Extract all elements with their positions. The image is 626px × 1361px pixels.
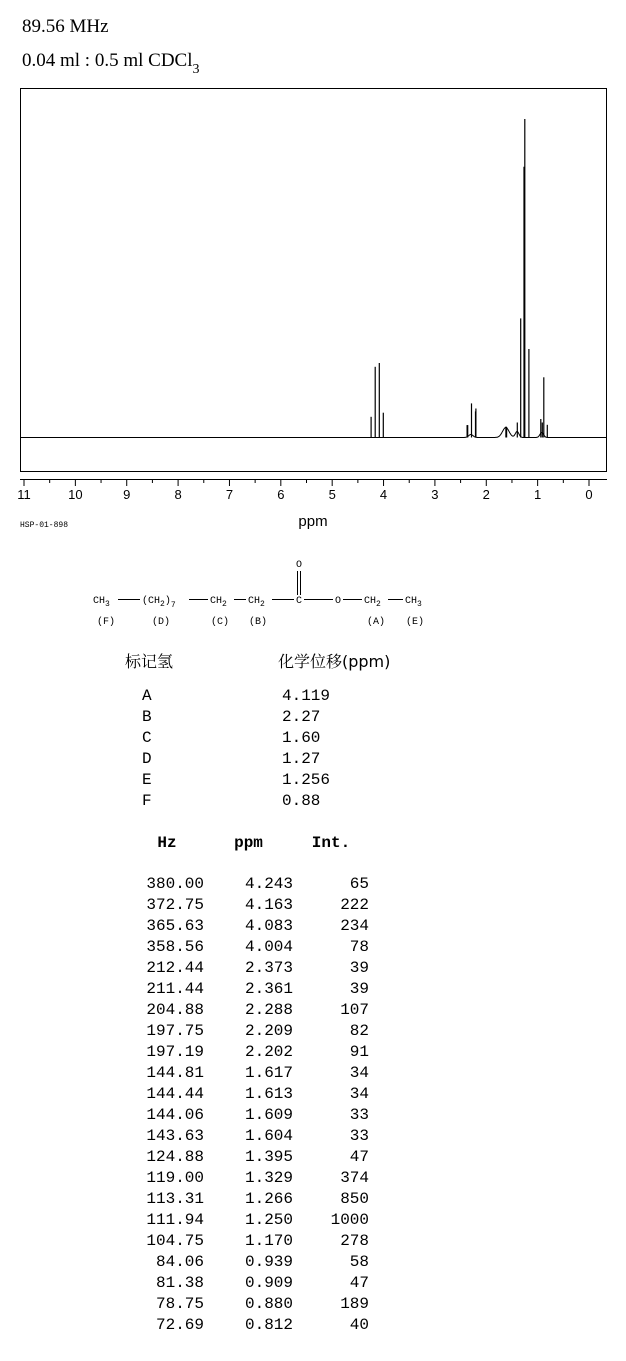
x-tick-label: 11 (17, 487, 31, 502)
label-a: (A) (367, 617, 386, 628)
header-ppm: ppm (234, 834, 263, 852)
peak-row (130, 937, 369, 958)
peak-row (130, 1021, 369, 1042)
solvent-text: 0.04 ml : 0.5 ml CDCl (22, 50, 193, 71)
peak-hz: 380.00 (146, 875, 204, 893)
peak-int: 78 (349, 938, 369, 956)
peak-int: 107 (340, 1001, 369, 1019)
peak-ppm: 1.613 (244, 1085, 293, 1103)
assignment-table (142, 686, 330, 812)
peak-hz: 124.88 (146, 1148, 204, 1166)
peak-hz: 211.44 (146, 980, 204, 998)
peak-hz: 143.63 (146, 1127, 204, 1145)
peak-hz: 144.06 (146, 1106, 204, 1124)
peak-ppm: 4.243 (244, 875, 293, 893)
ch2-c-sub: 2 (222, 600, 227, 609)
peak-hz: 81.38 (155, 1274, 204, 1292)
peak-int: 33 (349, 1106, 369, 1124)
peak-row (130, 1273, 369, 1294)
x-tick-label: 8 (174, 487, 182, 502)
ch2-a-text: CH (364, 596, 377, 607)
peak-ppm: 1.395 (244, 1148, 293, 1166)
label-e: (E) (406, 617, 425, 628)
peak-row (130, 895, 369, 916)
molecular-structure (0, 550, 626, 640)
ch2-c-text: CH (210, 596, 223, 607)
x-tick-label: 3 (431, 487, 439, 502)
assignment-header-shift: 化学位移(ppm) (278, 652, 391, 671)
peak-ppm: 1.609 (244, 1106, 293, 1124)
ch3-right-text: CH (405, 596, 418, 607)
peak-ppm: 4.083 (244, 917, 293, 935)
peak-hz: 72.69 (155, 1316, 204, 1334)
peak-row (130, 916, 369, 937)
peak-hz: 84.06 (155, 1253, 204, 1271)
x-axis-ticks (24, 480, 589, 487)
peak-hz: 113.31 (146, 1190, 204, 1208)
peak-ppm: 0.909 (244, 1274, 293, 1292)
peak-table-header (130, 832, 369, 854)
assignment-shift: 1.256 (282, 771, 331, 789)
assignment-label: D (142, 750, 152, 768)
assignment-shift: 1.27 (282, 750, 321, 768)
peak-int: 40 (349, 1316, 369, 1334)
carbonyl-carbon: C (296, 596, 303, 607)
assignment-row (142, 728, 330, 749)
label-b: (B) (249, 617, 268, 628)
peak-int: 234 (340, 917, 369, 935)
header-hz: Hz (157, 834, 177, 852)
label-f: (F) (97, 617, 116, 628)
peak-hz: 365.63 (146, 917, 204, 935)
x-tick-label: 7 (225, 487, 234, 502)
peak-int: 374 (340, 1169, 369, 1187)
assignment-label: C (142, 729, 152, 747)
assignment-row (142, 686, 330, 707)
assignment-header-label: 标记氢 (125, 652, 174, 671)
assignment-shift: 2.27 (282, 708, 321, 726)
ch2-b (248, 596, 265, 609)
peak-int: 47 (349, 1274, 369, 1292)
peak-row (130, 1252, 369, 1273)
ch2-chain (142, 595, 176, 610)
assignment-label: B (142, 708, 152, 726)
peak-int: 39 (349, 980, 369, 998)
ch2-b-text: CH (248, 596, 261, 607)
x-axis-tick-labels (17, 487, 592, 502)
peak-ppm: 0.939 (244, 1253, 293, 1271)
assignment-row (142, 749, 330, 770)
ch2-b-sub: 2 (260, 600, 265, 609)
peak-hz: 372.75 (146, 896, 204, 914)
peak-ppm: 2.373 (244, 959, 293, 977)
peak-int: 39 (349, 959, 369, 977)
header-int: Int. (311, 834, 351, 852)
ch3-left (93, 596, 110, 609)
ch3-left-text: CH (93, 596, 106, 607)
spectrum-id: HSP-01-898 (20, 521, 69, 530)
peak-row (130, 1315, 369, 1336)
x-tick-label: 1 (534, 487, 542, 502)
peak-row (130, 1042, 369, 1063)
ch3-left-sub: 3 (105, 600, 110, 609)
peak-ppm: 2.202 (244, 1043, 293, 1061)
nmr-spectrum-chart (0, 0, 626, 560)
peak-row (130, 979, 369, 1000)
assignment-label: E (142, 771, 152, 789)
peak-row (130, 1231, 369, 1252)
x-tick-label: 6 (277, 487, 285, 502)
peak-int: 1000 (330, 1211, 369, 1229)
spectrum-baseline (21, 428, 606, 438)
peak-row (130, 1189, 369, 1210)
peak-row (130, 1210, 369, 1231)
peak-int: 34 (349, 1064, 369, 1082)
peak-hz: 358.56 (146, 938, 204, 956)
peak-ppm: 0.812 (244, 1316, 293, 1334)
peak-row (130, 1168, 369, 1189)
ch2-chain-sub: 2 (160, 600, 165, 609)
peak-ppm: 1.617 (244, 1064, 293, 1082)
ch2-c (210, 596, 227, 609)
peak-ppm: 2.288 (244, 1001, 293, 1019)
peak-row (130, 1105, 369, 1126)
peak-int: 47 (349, 1148, 369, 1166)
ch2-a (364, 596, 381, 609)
label-d: (D) (152, 617, 171, 628)
peak-ppm: 1.170 (244, 1232, 293, 1250)
assignment-shift: 1.60 (282, 729, 321, 747)
peak-hz: 197.19 (146, 1043, 204, 1061)
assignment-label: A (142, 687, 152, 705)
x-tick-label: 2 (482, 487, 490, 502)
peak-row (130, 1000, 369, 1021)
assignment-label: F (142, 792, 152, 810)
ch2-chain-count: 7 (170, 601, 176, 610)
peak-hz: 204.88 (146, 1001, 204, 1019)
x-axis-label: ppm (298, 513, 328, 530)
peak-ppm: 1.250 (244, 1211, 293, 1229)
peak-ppm: 4.004 (244, 938, 293, 956)
peak-ppm: 0.880 (244, 1295, 293, 1313)
peak-ppm: 1.604 (244, 1127, 293, 1145)
peak-int: 34 (349, 1085, 369, 1103)
peak-ppm: 1.266 (244, 1190, 293, 1208)
assignment-shift: 4.119 (282, 687, 331, 705)
peak-hz: 78.75 (155, 1295, 204, 1313)
peak-list-table (130, 832, 369, 1336)
carbonyl-oxygen: O (296, 560, 303, 571)
peak-ppm: 2.209 (244, 1022, 293, 1040)
peak-hz: 197.75 (146, 1022, 204, 1040)
ch3-right (405, 596, 422, 609)
peak-ppm: 2.361 (244, 980, 293, 998)
peak-ppm: 4.163 (244, 896, 293, 914)
label-c: (C) (211, 617, 230, 628)
peak-int: 278 (340, 1232, 369, 1250)
assignment-row (142, 707, 330, 728)
x-tick-label: 4 (379, 487, 388, 502)
peak-hz: 104.75 (146, 1232, 204, 1250)
ester-oxygen: O (335, 596, 342, 607)
peak-row (130, 1126, 369, 1147)
x-tick-label: 5 (328, 487, 336, 502)
peak-hz: 212.44 (146, 959, 204, 977)
spectrometer-frequency: 89.56 MHz (22, 16, 109, 37)
spectrum-peaks (371, 119, 547, 438)
peak-hz: 119.00 (146, 1169, 204, 1187)
peak-int: 222 (340, 896, 369, 914)
solvent-subscript: 3 (192, 62, 200, 77)
peak-int: 91 (349, 1043, 369, 1061)
plot-frame (21, 89, 607, 472)
peak-row (130, 1147, 369, 1168)
x-tick-label: 0 (585, 487, 593, 502)
assignment-shift: 0.88 (282, 792, 321, 810)
peak-row (130, 1084, 369, 1105)
peak-row (130, 1063, 369, 1084)
peak-int: 189 (340, 1295, 369, 1313)
peak-row (130, 958, 369, 979)
x-tick-label: 9 (123, 487, 131, 502)
ch2-a-sub: 2 (376, 600, 381, 609)
assignment-row (142, 791, 330, 812)
peak-int: 82 (349, 1022, 369, 1040)
peak-row (130, 874, 369, 895)
peak-hz: 144.44 (146, 1085, 204, 1103)
ch2-chain-close: ) (164, 596, 171, 607)
peak-int: 850 (340, 1190, 369, 1208)
peak-hz: 111.94 (146, 1211, 204, 1229)
peak-int: 65 (349, 875, 369, 893)
peak-ppm: 1.329 (244, 1169, 293, 1187)
peak-int: 33 (349, 1127, 369, 1145)
assignment-row (142, 770, 330, 791)
peak-row (130, 1294, 369, 1315)
peak-int: 58 (349, 1253, 369, 1271)
peak-hz: 144.81 (146, 1064, 204, 1082)
x-tick-label: 10 (68, 487, 83, 502)
ch2-chain-text: (CH (142, 596, 161, 607)
ch3-right-sub: 3 (417, 600, 422, 609)
